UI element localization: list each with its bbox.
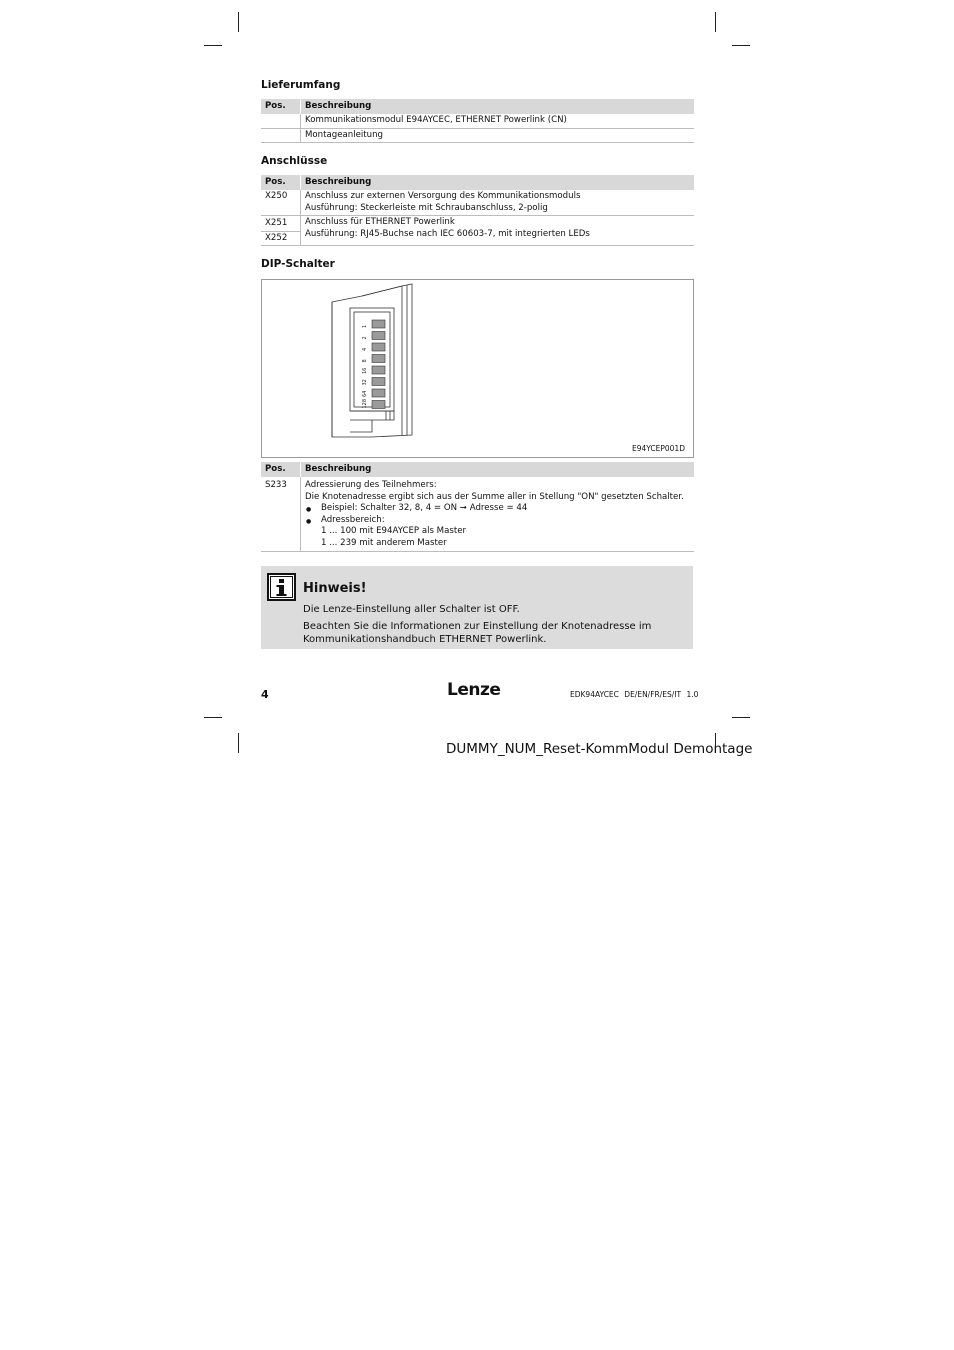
dip-switch-label: 1 xyxy=(362,324,368,328)
dip-switch-label: 128 xyxy=(362,398,368,409)
dip-switch xyxy=(372,320,385,328)
table-lieferumfang xyxy=(261,99,694,143)
crop-mark xyxy=(204,45,222,46)
heading-dip-schalter: DIP-Schalter xyxy=(261,258,335,270)
cell-description: Kommunikationsmodul E94AYCEC, ETHERNET Powerlink (CN) xyxy=(301,114,695,128)
crop-mark xyxy=(732,45,750,46)
page-number: 4 xyxy=(261,688,269,701)
dip-switch-drawing xyxy=(262,280,693,457)
table-dip xyxy=(261,462,694,552)
cell-description: Adressierung des Teilnehmers: Die Knotenadresse ergibt sich aus der Summe aller in Stellung "ON" gesetzten Schalter. ● Beispiel: Schalter 32, 8, 4 = ON ➞ Adresse = 44 ● Adressbereich: 1 ... 100 mit E94AYCEP als Master 1 ... 239 mit anderem Master xyxy=(301,477,695,552)
dip-switch-label: 32 xyxy=(362,379,368,386)
cell-pos: X252 xyxy=(265,232,288,243)
hinweis-text: Die Lenze-Einstellung aller Schalter ist OFF. xyxy=(303,604,520,615)
table-anschluesse xyxy=(261,175,694,246)
dip-switch-label: 8 xyxy=(362,359,368,363)
dip-switch xyxy=(372,332,385,340)
table-row xyxy=(261,477,694,552)
col-header-pos: Pos. xyxy=(261,175,301,190)
hinweis-box xyxy=(261,566,693,649)
lenze-logo: Lenze xyxy=(447,680,501,700)
heading-anschluesse: Anschlüsse xyxy=(261,155,328,167)
dummy-caption: DUMMY_NUM_Reset-KommModul Demontage xyxy=(446,741,753,757)
hinweis-text: Beachten Sie die Informationen zur Einstellung der Knotenadresse im Kommunikationshandbuch ETHERNET Powerlink. xyxy=(303,621,652,645)
crop-mark xyxy=(715,12,716,32)
figure-code: E94YCEP001D xyxy=(631,444,685,453)
dip-switch-label: 4 xyxy=(362,347,368,351)
col-header-pos: Pos. xyxy=(261,99,301,114)
dip-switch-label: 2 xyxy=(362,336,368,340)
list-item: ● Beispiel: Schalter 32, 8, 4 = ON ➞ Adresse = 44 xyxy=(305,503,690,515)
col-header-beschreibung: Beschreibung xyxy=(301,175,695,190)
dip-switch xyxy=(372,378,385,386)
heading-lieferumfang: Lieferumfang xyxy=(261,79,341,91)
info-icon xyxy=(267,573,296,601)
hinweis-title: Hinweis! xyxy=(303,581,367,596)
crop-mark xyxy=(204,717,222,718)
cell-description: Anschluss zur externen Versorgung des Kommunikationsmoduls Ausführung: Steckerleiste mit Schraubanschluss, 2-polig xyxy=(301,190,695,216)
cell-description: Montageanleitung xyxy=(301,128,695,143)
crop-mark xyxy=(238,733,239,753)
cell-pos: X250 xyxy=(261,190,301,216)
cell-pos: X251 xyxy=(261,218,300,232)
cell-pos: S233 xyxy=(261,477,301,552)
cell-description: Anschluss für ETHERNET Powerlink Ausführung: RJ45-Buchse nach IEC 60603-7, mit integrierten LEDs xyxy=(301,216,695,246)
crop-mark xyxy=(238,12,239,32)
dip-switch-label: 16 xyxy=(362,367,368,374)
table-row xyxy=(261,216,694,246)
list-item: ● Adressbereich: xyxy=(305,515,690,527)
dip-switch xyxy=(372,366,385,374)
dip-switch xyxy=(372,355,385,363)
crop-mark xyxy=(732,717,750,718)
dip-switch xyxy=(372,389,385,397)
dip-switch-label: 64 xyxy=(362,390,368,397)
table-row xyxy=(261,128,694,143)
dip-switch xyxy=(372,401,385,409)
table-row xyxy=(261,190,694,216)
table-row xyxy=(261,114,694,128)
col-header-beschreibung: Beschreibung xyxy=(301,462,695,477)
document-id: EDK94AYCEC DE/EN/FR/ES/IT 1.0 xyxy=(570,690,699,699)
col-header-pos: Pos. xyxy=(261,462,301,477)
dip-switch xyxy=(372,343,385,351)
col-header-beschreibung: Beschreibung xyxy=(301,99,695,114)
dip-switch-figure xyxy=(261,279,694,458)
